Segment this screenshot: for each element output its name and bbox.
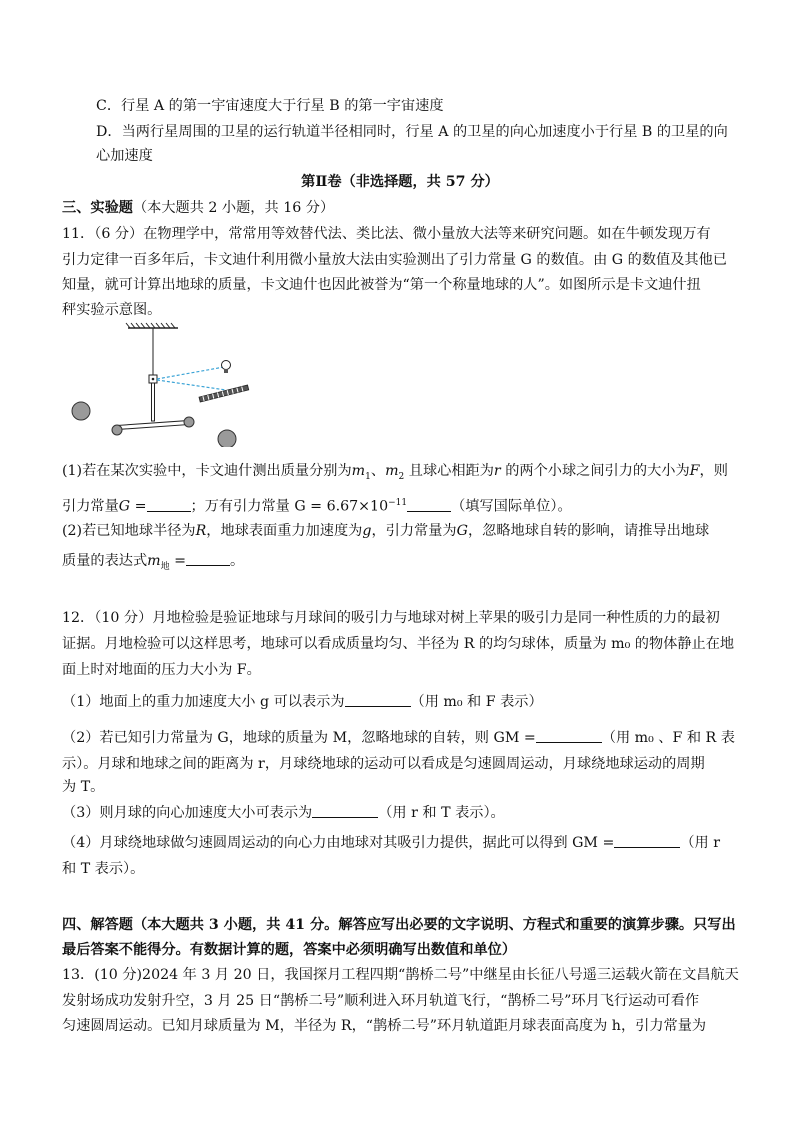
symbol-m: m [147, 553, 161, 569]
section3-desc: （本大题共 2 小题，共 16 分） [132, 200, 335, 216]
text: = [169, 553, 187, 569]
answer-blank-g[interactable] [345, 692, 411, 707]
answer-blank-GM-2[interactable] [614, 833, 680, 848]
text: （用 r [680, 835, 721, 851]
text: (1)若在某次实验中，卡文迪什测出质量分别为 [62, 463, 352, 479]
q12-sub2-line3: 为 T。 [62, 779, 105, 795]
q11-line3: 知量，就可计算出地球的质量，卡文迪什也因此被誉为“第一个称量地球的人”。如图所示是卡文迪什扭 [62, 277, 701, 293]
light-bulb-icon [222, 361, 231, 374]
answer-blank-GM-1[interactable] [536, 728, 602, 743]
q11-part1-line1 [62, 461, 728, 487]
q12-line2: 证据。月地检验可以这样思考，地球可以看成质量均匀、半径为 R 的均匀球体，质量为 m₀ 的物体静止在地 [62, 636, 735, 652]
section3-title: 三、实验题 [62, 200, 133, 216]
text: 的两个小球之间引力的大小为 [500, 463, 690, 479]
symbol-F: F [689, 463, 700, 479]
q12-line3: 面上时对地面的压力大小为 F。 [62, 662, 261, 678]
subscript: 2 [398, 471, 405, 482]
text: ，地球表面重力加速度为 [206, 523, 363, 539]
light-ray-incident [157, 367, 224, 379]
text: （1）地面上的重力加速度大小 g 可以表示为 [62, 694, 345, 710]
text: （用 m₀ 和 F 表示） [410, 694, 543, 710]
answer-blank-earth-mass[interactable] [186, 551, 230, 566]
text: 质量的表达式 [62, 553, 148, 569]
text: ，忽略地球自转的影响，请推导出地球 [467, 523, 710, 539]
text: (2)若已知地球半径为 [62, 523, 196, 539]
text: （4）月球绕地球做匀速圆周运动的向心力由地球对其吸引力提供，据此可以得到 GM = [62, 835, 615, 851]
large-ball-right [218, 430, 236, 447]
q11-part1-line2 [62, 493, 572, 517]
text: ，引力常量为 [371, 523, 457, 539]
light-ray-reflected [157, 380, 226, 390]
q11-part2-line1 [62, 521, 709, 541]
q12-sub2-line2: 示）。月球和地球之间的距离为 r，月球绕地球的运动可以看成是匀速圆周运动，月球绕地球运动的周期 [62, 756, 705, 772]
symbol-g: g [362, 523, 372, 539]
text: （3）则月球的向心加速度大小可表示为 [62, 805, 313, 821]
answer-blank-G-expression[interactable] [147, 497, 191, 512]
q11-line2: 引力定律一百多年后，卡文迪什利用微小量放大法由实验测出了引力常量 G 的数值。由 G 的数值及其他已 [62, 252, 727, 268]
symbol-G: G [118, 498, 131, 515]
text: （2）若已知引力常量为 G，地球的质量为 M，忽略地球的自转，则 GM = [62, 730, 536, 746]
text: ；万有引力常量 G = 6.67×10 [190, 498, 389, 515]
q12-sub2-line1 [62, 728, 735, 748]
answer-blank-acceleration[interactable] [312, 803, 378, 818]
small-ball-right [184, 417, 194, 427]
torsion-balance-diagram [66, 322, 266, 447]
q12-sub1 [62, 692, 543, 712]
symbol-m1: m [351, 463, 366, 479]
vertical-rod [152, 383, 155, 421]
text: ，则 [699, 463, 728, 479]
symbol-m2: m [385, 463, 399, 479]
text: 且球心相距为 [404, 463, 494, 479]
text: 。 [230, 553, 245, 569]
symbol-G: G [456, 523, 468, 539]
large-ball-left [72, 402, 90, 420]
q12-sub4-line2: 和 T 表示）。 [62, 861, 145, 877]
q13-line2: 发射场成功发射升空，3 月 25 日“鹊桥二号”顺利进入环月轨道飞行，“鹊桥二号”环月飞行运动可看作 [62, 993, 700, 1009]
q12-sub3 [62, 803, 505, 823]
q11-part2-line2 [62, 551, 244, 577]
q10-option-d-line1: D．当两行星周围的卫星的运行轨道半径相同时，行星 A 的卫星的向心加速度小于行星 B 的卫星的向 [96, 124, 728, 140]
q10-option-c: C．行星 A 的第一宇宙速度大于行星 B 的第一宇宙速度 [96, 98, 444, 114]
section4-line1: 四、解答题（本大题共 3 小题，共 41 分。解答应写出必要的文字说明、方程式和重要的演算步骤。只写出 [62, 917, 736, 933]
q12-sub4-line1 [62, 833, 720, 853]
q10-option-d-line2: 心加速度 [96, 148, 153, 164]
text: （填写国际单位）。 [451, 498, 572, 515]
subscript: 1 [365, 471, 371, 482]
subscript: 地 [160, 561, 170, 572]
text: 、 [370, 463, 386, 479]
q13-line3: 匀速圆周运动。已知月球质量为 M，半径为 R，“鹊桥二号”环月轨道距月球表面高度为 h，引力常量为 [62, 1018, 707, 1034]
text: （用 r 和 T 表示）。 [378, 805, 505, 821]
q13-line1: 13．(10 分)2024 年 3 月 20 日，我国探月工程四期“鹊桥二号”中继星由长征八号遥三运载火箭在文昌航天 [62, 967, 739, 983]
answer-blank-G-unit[interactable] [407, 497, 451, 512]
q12-line1: 12．（10 分）月地检验是验证地球与月球间的吸引力与地球对树上苹果的吸引力是同一种性质的力的最初 [62, 610, 720, 626]
horizontal-beam [116, 421, 188, 430]
ceiling-hatch [126, 323, 178, 328]
text: （用 m₀ 、F 和 R 表 [601, 730, 735, 746]
small-ball-left [112, 425, 122, 435]
part2-title: 第Ⅱ卷（非选择题，共 57 分） [301, 174, 499, 190]
q11-line4: 秤实验示意图。 [62, 302, 162, 318]
section3-heading [62, 198, 334, 218]
symbol-r: r [493, 463, 501, 479]
exponent: −11 [388, 498, 408, 508]
q11-line1: 11．（6 分）在物理学中，常常用等效替代法、类比法、微小量放大法等来研究问题。如在牛顿发现万有 [62, 226, 711, 242]
text: = [130, 498, 147, 515]
text: 引力常量 [62, 498, 119, 515]
section4-line2: 最后答案不能得分。有数据计算的题，答案中必须明确写出数值和单位） [62, 942, 517, 958]
symbol-R: R [195, 523, 207, 539]
